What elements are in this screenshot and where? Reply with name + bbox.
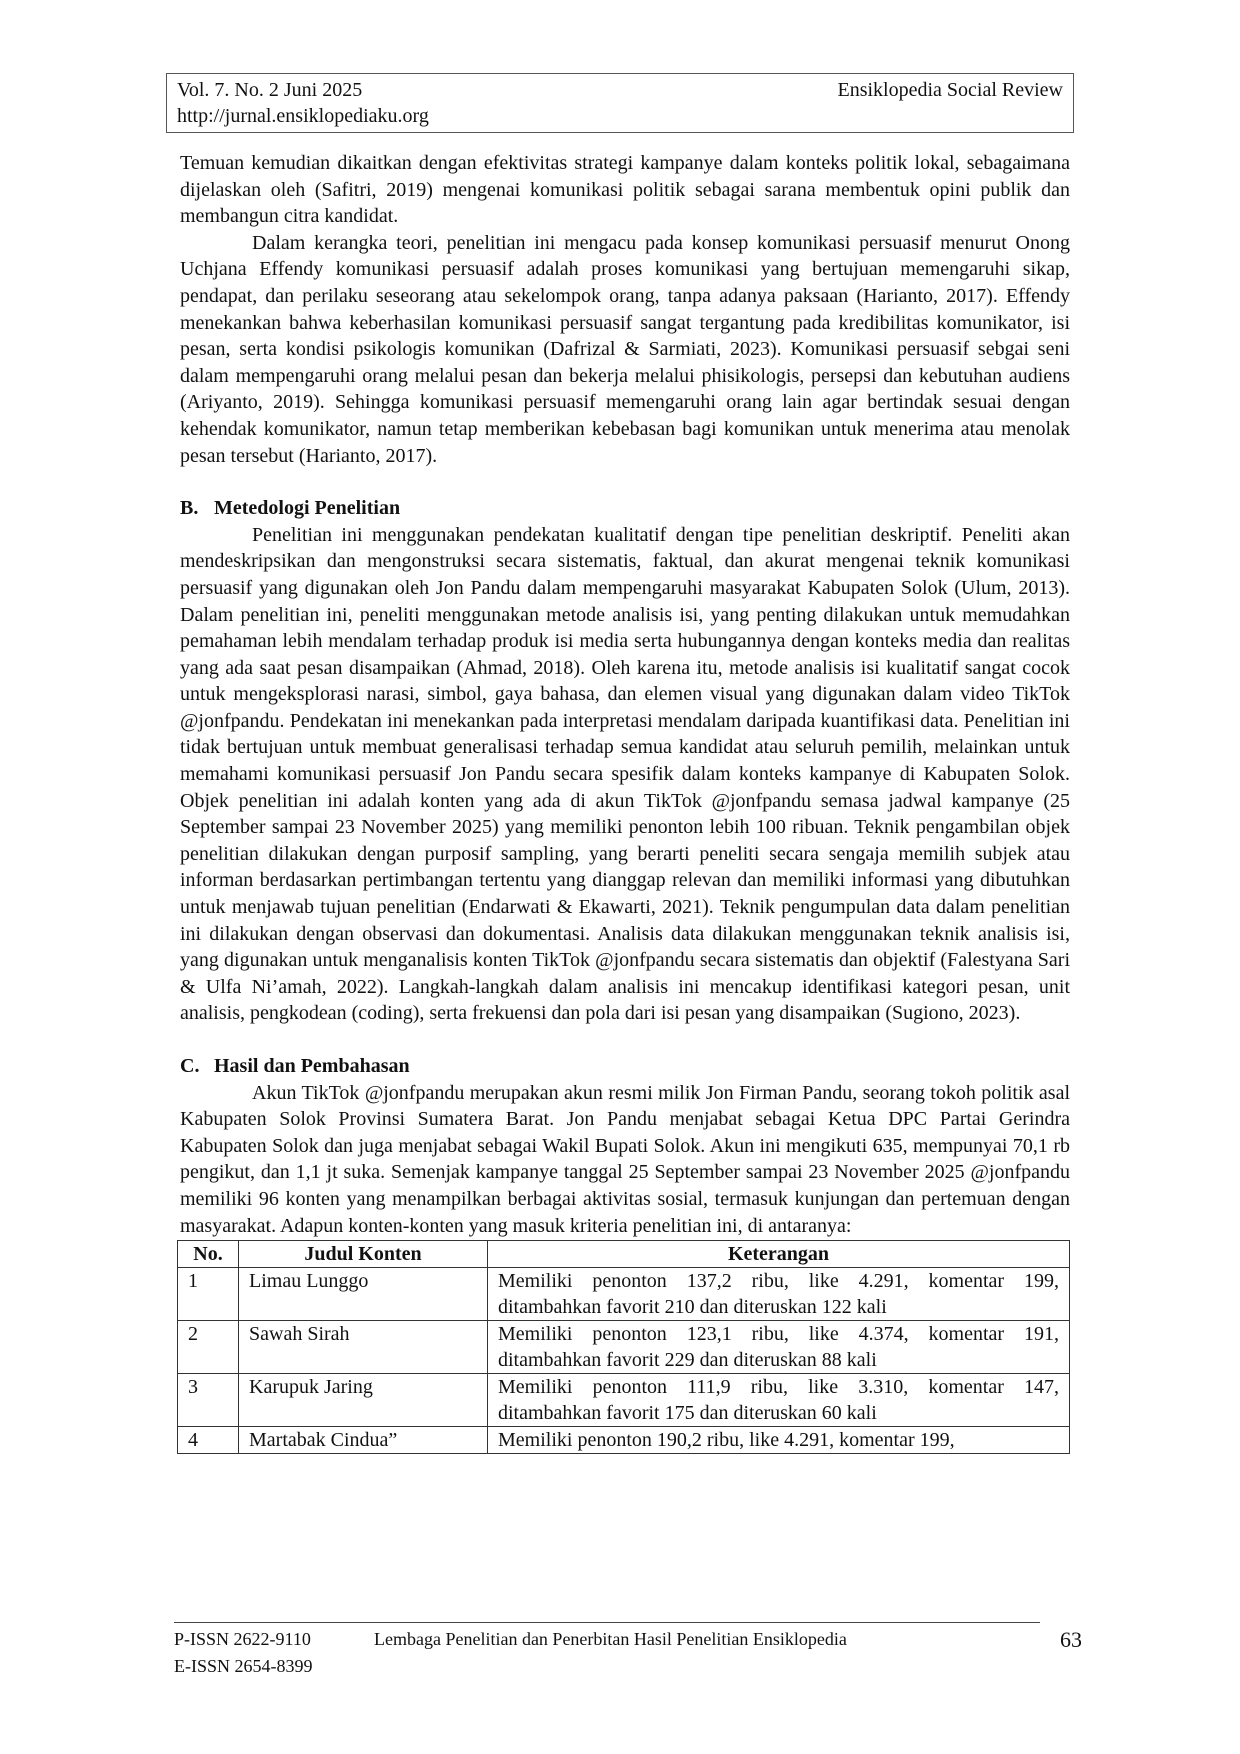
- cell-no: 2: [178, 1321, 239, 1374]
- article-body: [180, 150, 1070, 1454]
- cell-title: Sawah Sirah: [239, 1321, 488, 1374]
- cell-title: Limau Lunggo: [239, 1268, 488, 1321]
- table-header-row: [178, 1241, 1070, 1268]
- column-header-title: Judul Konten: [239, 1241, 488, 1268]
- cell-title: Martabak Cindua”: [239, 1427, 488, 1454]
- intro-paragraph-2: Dalam kerangka teori, penelitian ini mengacu pada konsep komunikasi persuasif menurut Onong Uchjana Effendy komunikasi persuasif adalah proses komunikasi yang bertujuan memengaruhi sikap, pendapat, dan perilaku seseorang atau sekelompok orang, tanpa adanya paksaan (Harianto, 2017). Effendy menekankan bahwa keberhasilan komunikasi persuasif sangat tergantung pada kredibilitas komunikator, isi pesan, serta kondisi psikologis komunikan (Dafrizal & Sarmiati, 2023). Komunikasi persuasif sebgai seni dalam mempengaruhi orang melalui pesan dan bekerja melalui phisikologis, persepsi dan kebutuhan audiens (Ariyanto, 2019). Sehingga komunikasi persuasif memengaruhi orang lain agar bertindak sesuai dengan kehendak komunikator, namun tetap memberikan kebebasan bagi komunikan untuk menerima atau menolak pesan tersebut (Harianto, 2017).: [180, 231, 1070, 467]
- section-heading-results: [180, 1053, 1070, 1080]
- cell-description: Memiliki penonton 111,9 ribu, like 3.310, komentar 147, ditambahkan favorit 175 dan diteruskan 60 kali: [488, 1374, 1070, 1427]
- content-table: [177, 1240, 1070, 1454]
- publisher-name: Lembaga Penelitian dan Penerbitan Hasil Penelitian Ensiklopedia: [374, 1629, 847, 1649]
- column-header-description: Keterangan: [488, 1241, 1070, 1268]
- cell-no: 1: [178, 1268, 239, 1321]
- volume-issue: Vol. 7. No. 2 Juni 2025: [177, 79, 363, 101]
- column-header-no: No.: [178, 1241, 239, 1268]
- table-row: [178, 1374, 1070, 1427]
- running-header: [166, 73, 1074, 133]
- section-title: Metedologi Penelitian: [214, 497, 401, 520]
- cell-title: Karupuk Jaring: [239, 1374, 488, 1427]
- page-number: 63: [1060, 1627, 1082, 1652]
- table-row: [178, 1268, 1070, 1321]
- section-number: B.: [180, 497, 199, 520]
- table-row: [178, 1321, 1070, 1374]
- section-heading-methodology: [180, 495, 1070, 522]
- cell-no: 3: [178, 1374, 239, 1427]
- print-issn: P-ISSN 2622-9110: [174, 1629, 311, 1649]
- intro-paragraph-1: Temuan kemudian dikaitkan dengan efektivitas strategi kampanye dalam konteks politik lokal, sebagaimana dijelaskan oleh (Safitri, 2019) mengenai komunikasi politik sebagai sarana membentuk opini publik dan membangun citra kandidat.: [180, 152, 1070, 228]
- methodology-paragraph: Penelitian ini menggunakan pendekatan kualitatif dengan tipe penelitian deskriptif. Peneliti akan mendeskripsikan dan mengonstruksi secara sistematis, faktual, dan akurat mengenai teknik komunikasi persuasif yang digunakan oleh Jon Pandu dalam mempengaruhi masyarakat Kabupaten Solok (Ulum, 2013). Dalam penelitian ini, peneliti menggunakan metode analisis isi, yang penting dilakukan untuk memudahkan pemahaman lebih mendalam terhadap produk isi media serta hubungannya dengan konteks media dan realitas yang ada saat pesan disampaikan (Ahmad, 2018). Oleh karena itu, metode analisis isi kualitatif sangat cocok untuk mengeksplorasi narasi, simbol, gaya bahasa, dan elemen visual yang digunakan dalam video TikTok @jonfpandu. Pendekatan ini menekankan pada interpretasi mendalam daripada kuantifikasi data. Penelitian ini tidak bertujuan untuk membuat generalisasi terhadap semua kandidat atau seluruh pemilih, melainkan untuk memahami komunikasi persuasif Jon Pandu secara spesifik dalam konteks kampanye di Kabupaten Solok. Objek penelitian ini adalah konten yang ada di akun TikTok @jonfpandu semasa jadwal kampanye (25 September sampai 23 November 2025) yang memiliki penonton lebih 100 ribuan. Teknik pengambilan objek penelitian dilakukan dengan purposif sampling, yang berarti peneliti secara sengaja memilih subjek atau informan berdasarkan pertimbangan tertentu yang dianggap relevan dan memiliki informasi yang dibutuhkan untuk menjawab tujuan penelitian (Endarwati & Ekawarti, 2021). Teknik pengumpulan data dalam penelitian ini dilakukan dengan observasi dan dokumentasi. Analisis data dilakukan menggunakan teknik analisis isi, yang digunakan untuk menganalisis konten TikTok @jonfpandu secara sistematis dan objektif (Falestyana Sari & Ulfa Ni’amah, 2022). Langkah-langkah dalam analisis ini mencakup identifikasi kategori pesan, unit analisis, pengkodean (coding), serta frekuensi dan pola dari isi pesan yang disampaikan (Sugiono, 2023).: [180, 523, 1070, 1025]
- cell-description: Memiliki penonton 190,2 ribu, like 4.291, komentar 199,: [488, 1427, 1070, 1454]
- running-footer: [174, 1622, 1082, 1680]
- results-paragraph: Akun TikTok @jonfpandu merupakan akun resmi milik Jon Firman Pandu, seorang tokoh politik asal Kabupaten Solok Provinsi Sumatera Barat. Jon Pandu menjabat sebagai Ketua DPC Partai Gerindra Kabupaten Solok dan juga menjabat sebagai Wakil Bupati Solok. Akun ini mengikuti 635, mempunyai 70,1 rb pengikut, dan 1,1 jt suka. Semenjak kampanye tanggal 25 September sampai 23 November 2025 @jonfpandu memiliki 96 konten yang menampilkan berbagai aktivitas sosial, termasuk kunjungan dan pertemuan dengan masyarakat. Adapun konten-konten yang masuk kriteria penelitian ini, di antaranya:: [180, 1081, 1070, 1237]
- journal-url[interactable]: http://jurnal.ensiklopediaku.org: [177, 105, 429, 127]
- section-number: C.: [180, 1055, 200, 1077]
- cell-description: Memiliki penonton 123,1 ribu, like 4.374, komentar 191, ditambahkan favorit 229 dan diteruskan 88 kali: [488, 1321, 1070, 1374]
- table-row: [178, 1427, 1070, 1454]
- section-title: Hasil dan Pembahasan: [214, 1055, 410, 1077]
- electronic-issn: E-ISSN 2654-8399: [174, 1656, 313, 1676]
- cell-description: Memiliki penonton 137,2 ribu, like 4.291, komentar 199, ditambahkan favorit 210 dan diteruskan 122 kali: [488, 1268, 1070, 1321]
- cell-no: 4: [178, 1427, 239, 1454]
- journal-name: Ensiklopedia Social Review: [837, 79, 1063, 101]
